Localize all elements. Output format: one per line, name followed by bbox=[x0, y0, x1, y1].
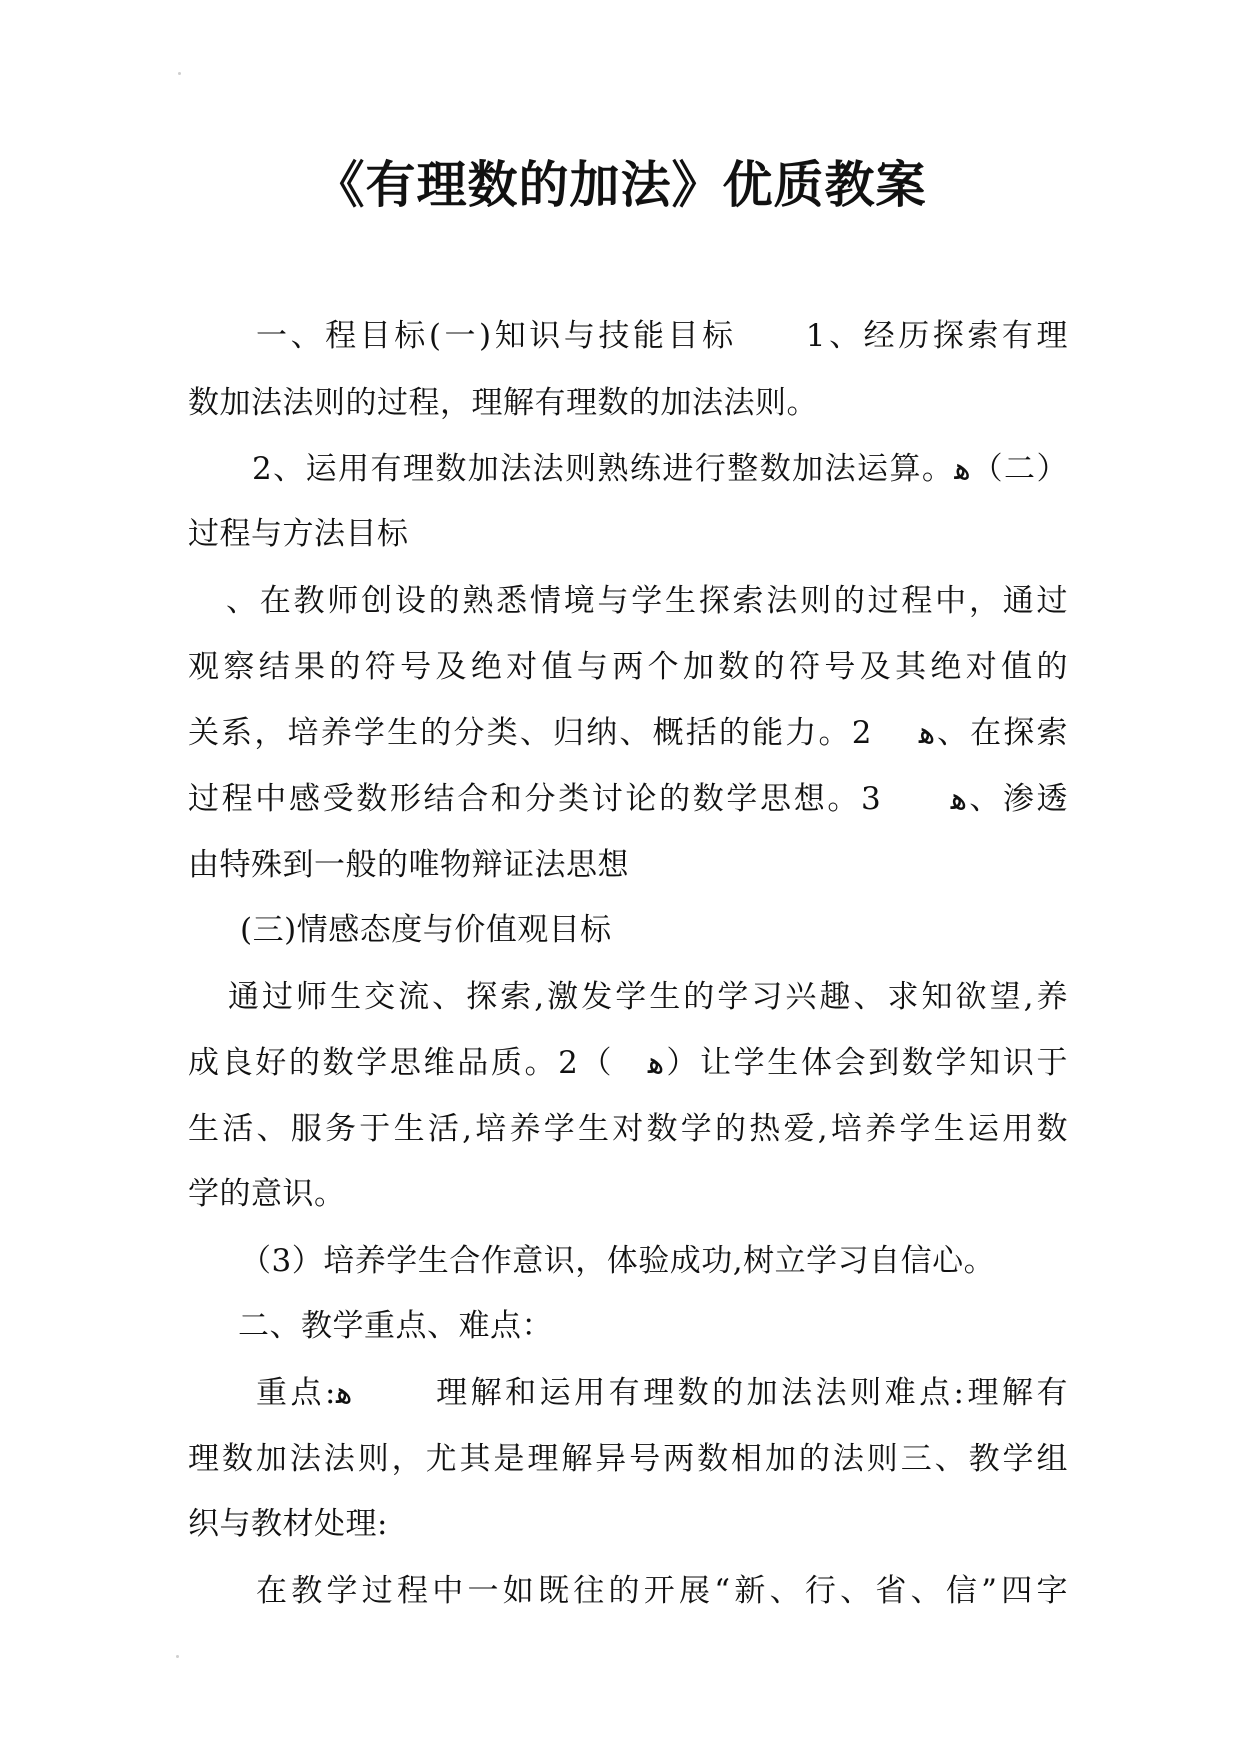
paragraph-line: 理数加法法则，尤其是理解异号两数相加的法则三、教学组 bbox=[188, 1441, 1068, 1477]
paragraph-line: 学的意识。 bbox=[188, 1176, 346, 1212]
paragraph-line: 通过师生交流、探索,激发学生的学习兴趣、求知欲望,养 bbox=[228, 979, 1068, 1015]
paragraph-line: 2、运用有理数加法法则熟练进行整数加法运算。ﻫ（二） bbox=[252, 451, 1068, 487]
paragraph-line: 数加法法则的过程，理解有理数的加法法则。 bbox=[188, 385, 818, 421]
paragraph-line: 、在教师创设的熟悉情境与学生探索法则的过程中，通过 bbox=[226, 583, 1068, 619]
scan-speck bbox=[178, 72, 181, 75]
paragraph-line: 过程与方法目标 bbox=[188, 516, 409, 552]
paragraph-line: (三)情感态度与价值观目标 bbox=[240, 912, 612, 948]
paragraph-line: 成良好的数学思维品质。2（ ﻫ）让学生体会到数学知识于 bbox=[188, 1045, 1068, 1081]
paragraph-line: 一、程目标(一)知识与技能目标 1、经历探索有理 bbox=[256, 318, 1068, 354]
paragraph-line: 在教学过程中一如既往的开展“新、行、省、信”四字 bbox=[256, 1573, 1068, 1609]
paragraph-line: 关系，培养学生的分类、归纳、概括的能力。2 ﻫ、在探索 bbox=[188, 715, 1068, 751]
paragraph-line: 生活、服务于生活,培养学生对数学的热爱,培养学生运用数 bbox=[188, 1111, 1068, 1147]
paragraph-line: 重点:ﻫ 理解和运用有理数的加法法则难点:理解有 bbox=[256, 1375, 1068, 1411]
document-title: 《有理数的加法》优质教案 bbox=[314, 156, 927, 214]
paragraph-line: 观察结果的符号及绝对值与两个加数的符号及其绝对值的 bbox=[188, 649, 1068, 685]
paragraph-line: （3）培养学生合作意识，体验成功,树立学习自信心。 bbox=[240, 1243, 996, 1279]
paragraph-line: 二、教学重点、难点： bbox=[238, 1308, 553, 1344]
paragraph-line: 织与教材处理: bbox=[188, 1506, 388, 1542]
paragraph-line: 由特殊到一般的唯物辩证法思想 bbox=[188, 847, 629, 883]
paragraph-line: 过程中感受数形结合和分类讨论的数学思想。3 ﻫ、渗透 bbox=[188, 781, 1068, 817]
scan-speck bbox=[176, 1655, 179, 1658]
